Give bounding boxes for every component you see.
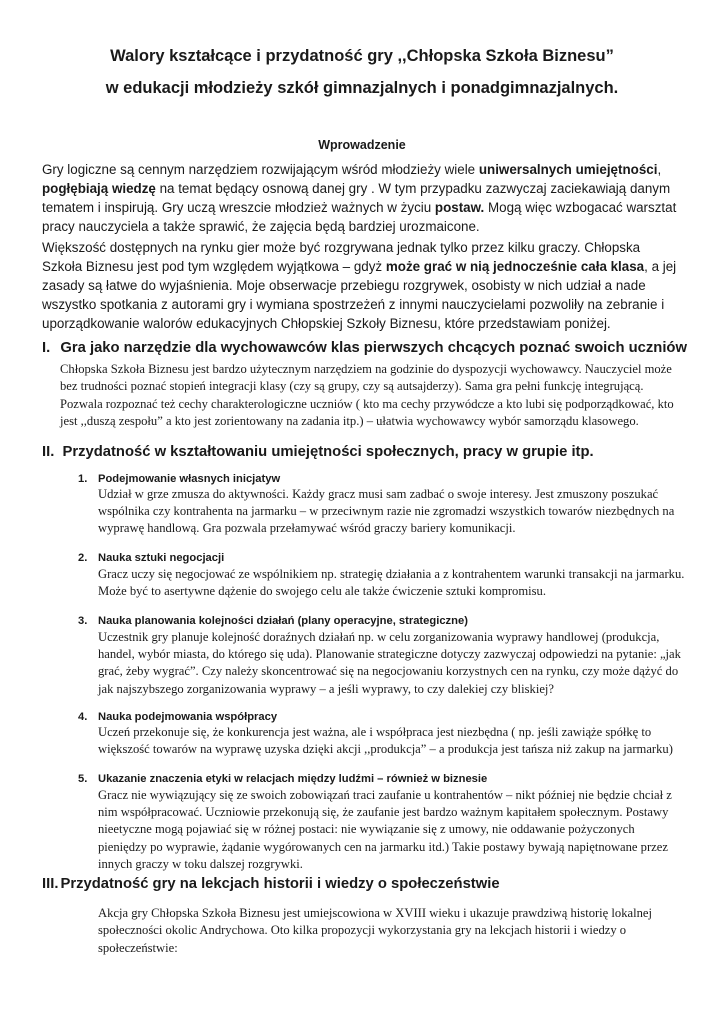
section-3-number: III.	[42, 876, 59, 892]
item-4-text: Uczeń przekonuje się, że konkurencja jest ważna, ale i współpraca jest niezbędna ( np. jeśli zawiąże spółkę to większość towarów na wyprawę uzyska dzięki akcji ,,produkcja” – a produkcja jest tańsza niż zakup na jarmarku)	[98, 725, 673, 757]
item-5-heading: 5. Ukazanie znaczenia etyki w relacjach między ludźmi – również w biznesie	[78, 773, 488, 785]
item-1-heading: 1. Podejmowanie własnych inicjatyw	[78, 473, 281, 485]
intro-heading: Wprowadzenie	[318, 138, 406, 152]
title-line-1: Walory kształcące i przydatność gry ,,Chłopska Szkoła Biznesu”	[110, 47, 614, 65]
intro-paragraph-1: Gry logiczne są cennym narzędziem rozwijającym wśród młodzieży wiele uniwersalnych umiejętności, pogłębiają wiedzę na temat będący osnową danej gry . W tym przypadku zazwyczaj zaciekawiają danym tematem i inspirują. Gry uczą wreszcie młodzież ważnych w życiu postaw. Mogą więc wzbogacać warsztat pracy nauczyciela a także sprawić, że zajęcia będą bardziej urozmaicone.	[42, 162, 677, 234]
section-3-text: Akcja gry Chłopska Szkoła Biznesu jest umiejscowiona w XVIII wieku i ukazuje prawdziwą historię lokalnej społeczności okolic Andrychowa. Oto kilka propozycji wykorzystania gry na lekcjach historii i wiedzy o społeczeństwie:	[98, 906, 652, 955]
item-3-heading: 3. Nauka planowania kolejności działań (plany operacyjne, strategiczne)	[78, 615, 468, 627]
section-3-heading	[42, 876, 500, 892]
intro-paragraph-2: Większość dostępnych na rynku gier może być rozgrywana jednak tylko przez kilku graczy. Chłopska Szkoła Biznesu jest pod tym względem wyjątkowa – gdyż może grać w nią jednocześnie cała klasa, a jej zasady są łatwe do wyjaśnienia. Moje obserwacje przebiegu rozgrywek, osobisty w nich udział a nade wszystko spotkania z autorami gry i wymiana spostrzeżeń z innymi nauczycielami pozwoliły na zebranie i uporządkowanie walorów edukacyjnych Chłopskiej Szkoły Biznesu, które przedstawiam poniżej.	[42, 240, 677, 331]
section-2-title: Przydatność w kształtowaniu umiejętności społecznych, pracy w grupie itp.	[62, 444, 594, 460]
section-1-text: Chłopska Szkoła Biznesu jest bardzo użytecznym narzędziem na godzinie do dyspozycji wychowawcy. Nauczyciel może bez trudności poznać stopień integracji klasy (czy są grupy, czy są autsajderzy). Sama gra pełni funkcję integrującą. Pozwala rozpoznać też cechy charakterologiczne uczniów ( kto ma cechy przywódcze a kto lubi się podporządkować, kto jest ,,duszą zespołu” a kto jest zorientowany na zadania itp.) – ułatwia wychowawcy wybór samorządu klasowego.	[60, 362, 674, 429]
item-2-text: Gracz uczy się negocjować ze wspólnikiem np. strategię działania a z kontrahentem warunki transakcji na jarmarku. Może być to asertywne dążenie do swojego celu ale także ćwiczenie sztuki kompromisu.	[98, 567, 685, 599]
section-1-title: Gra jako narzędzie dla wychowawców klas pierwszych chcących poznać swoich uczniów	[60, 340, 687, 356]
title-line-2: w edukacji młodzieży szkół gimnazjalnych i ponadgimnazjalnych.	[105, 79, 619, 97]
section-1-heading	[42, 340, 687, 356]
section-1-number: I.	[42, 340, 51, 356]
item-2-heading: 2. Nauka sztuki negocjacji	[78, 552, 225, 564]
section-2-number: II.	[42, 444, 55, 460]
document-title	[40, 40, 684, 104]
section-3-title: Przydatność gry na lekcjach historii i wiedzy o społeczeństwie	[60, 876, 500, 892]
item-1-text: Udział w grze zmusza do aktywności. Każdy gracz musi sam zadbać o swoje interesy. Jest zmuszony poszukać wspólnika czy kontrahenta na jarmarku – w przeciwnym razie nie zgromadzi wszystkich towarów niezbędnych na wyprawę handlową. Gra pozwala przełamywać wśród graczy bariery komunikacji.	[98, 487, 675, 536]
section-2-heading	[42, 444, 594, 460]
item-4-heading: 4. Nauka podejmowania współpracy	[78, 711, 278, 723]
item-5-text: Gracz nie wywiązujący się ze swoich zobowiązań traci zaufanie u kontrahentów – nikt później nie będzie chciał z nim współpracować. Uczniowie przekonują się, że zaufanie jest bardzo ważnym kapitałem społecznym. Postawy nieetyczne mogą pojawiać się w różnej postaci: nie wywiązanie się z umowy, nie oddawanie pożyczonych pieniędzy po wyprawie, żądanie wygórowanych cen na jarmarku itd.) Takie postawy bywają napiętnowane przez innych graczy w toku dalszej rozgrywki.	[98, 788, 672, 871]
item-3-text: Uczestnik gry planuje kolejność doraźnych działań np. w celu zorganizowania wyprawy handlowej (produkcja, handel, wybór miasta, do którego się uda). Planowanie strategiczne dotyczy zazwyczaj odpowiedzi na pytanie: „jak grać, żeby wygrać”. Czy należy skoncentrować się na negocjowaniu korzystnych cen na rynku, czy może dążyć do jak najszybszego zorganizowania wyprawy – a jeśli wyprawy, to czy dalekiej czy bliskiej?	[98, 630, 681, 696]
